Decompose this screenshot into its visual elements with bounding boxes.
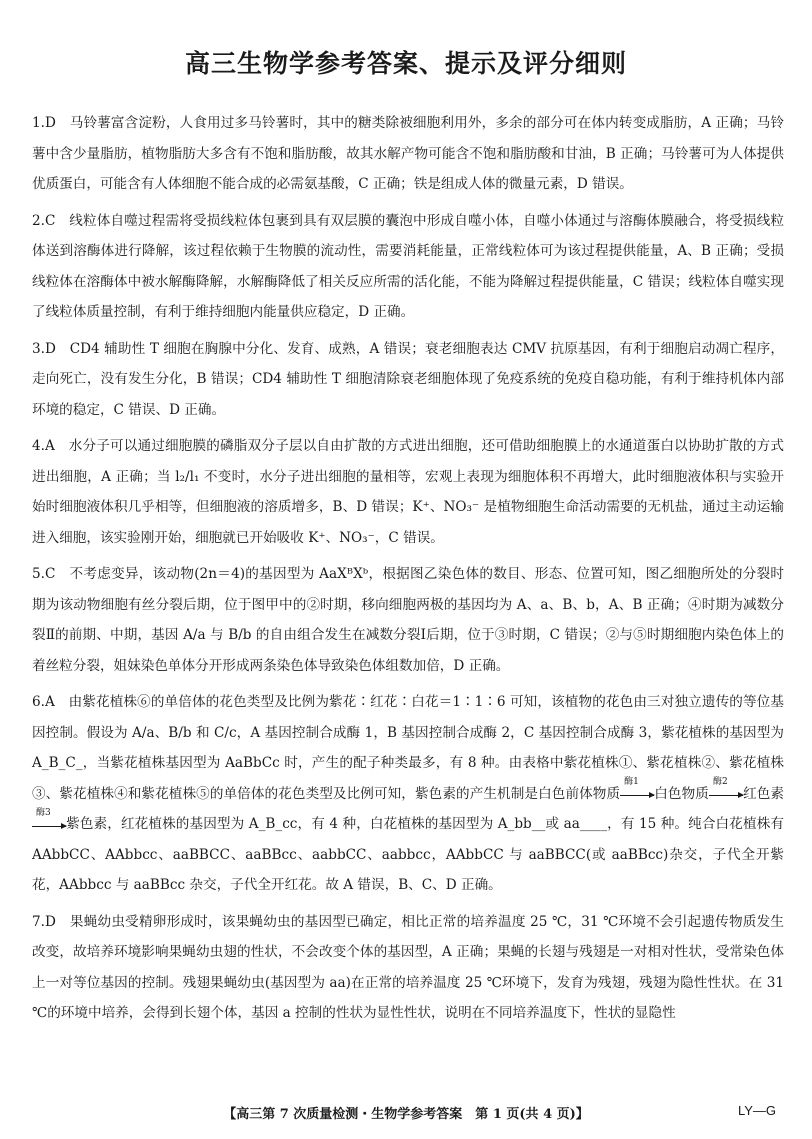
answer-list [32, 108, 784, 1029]
answer-6-text-3: 红色素 [742, 785, 785, 802]
enzyme-3-label: 酶3 [36, 807, 51, 818]
answer-3: 3.D CD4 辅助性 T 细胞在胸腺中分化、发育、成熟，A 错误；衰老细胞表达 CMV 抗原基因，有利于细胞启动凋亡程序，走向死亡，没有发生分化，B 错误；CD4 辅助性 T 细胞清除衰老细胞体现了免疫系统的免疫自稳功能，有利于维持机体内部环境的稳定，C 错误、D 正确。 [32, 340, 784, 418]
arrow-icon [709, 795, 743, 796]
answer-1: 1.D 马铃薯富含淀粉，人食用过多马铃薯时，其中的糖类除被细胞利用外，多余的部分可在体内转变成脂肪，A 正确；马铃薯中含少量脂肪，植物脂肪大多含有不饱和脂肪酸，故其水解产物可能含不饱和脂肪酸和甘油，B 正确；马铃薯可为人体提供优质蛋白，可能含有人体细胞不能合成的必需氨基酸，C 正确；铁是组成人体的微量元素，D 错误。 [32, 115, 784, 192]
footer-page-info: 【高三第 7 次质量检测・生物学参考答案 第 1 页(共 4 页)】 [223, 1107, 589, 1122]
answer-6-text-4: 紫色素，红花植株的基因型为 A_B_cc，有 4 种，白花植株的基因型为 A_bb__或 aa____，有 15 种。纯合白花植株有 AAbbCC、AAbbcc、aaBBCC、aaBBcc、aabbCC、aabbcc，AAbbCC 与 aaBBCC(或 aaBBcc)杂交，子代全开紫花，AAbbcc 与 aaBBcc 杂交，子代全开红花。故 A 错误，B、C、D 正确。 [32, 816, 784, 893]
page-title: 高三生物学参考答案、提示及评分细则 [184, 49, 627, 78]
answer-2: 2.C 线粒体自噬过程需将受损线粒体包裹到具有双层膜的囊泡中形成自噬小体，自噬小体通过与溶酶体膜融合，将受损线粒体送到溶酶体进行降解，该过程依赖于生物膜的流动性，需要消耗能量，正常线粒体可为该过程提供能量，A、B 正确；受损线粒体在溶酶体中被水解酶降解，水解酶降低了相关反应所需的活化能，不能为降解过程提供能量，C 错误；线粒体自噬实现了线粒体质量控制，有利于维持细胞内能量供应稳定，D 正确。 [32, 212, 784, 320]
answer-6-text-1: 6.A 由紫花植株⑥的单倍体的花色类型及比例为紫花∶红花∶白花＝1∶1∶6 可知，该植物的花色由三对独立遗传的等位基因控制。假设为 A/a、B/b 和 C/c，A 基因控制合成酶 1，B 基因控制合成酶 2，C 基因控制合成酶 3，紫花植株的基因型为 A_B_C_，当紫花植株基因型为 AaBbCc 时，产生的配子种类最多，有 8 种。由表格中紫花植株①、紫花植株②、紫花植株③、紫花植株④和紫花植株⑤的单倍体的花色类型及比例可知，紫色素的产生机制是白色前体物质 [32, 694, 784, 802]
enzyme-3-arrow [32, 807, 66, 832]
enzyme-1-arrow [620, 777, 654, 801]
enzyme-1-label: 酶1 [624, 777, 639, 787]
arrow-icon [32, 826, 66, 827]
answer-6 [32, 687, 784, 901]
answer-6-text-2: 白色物质 [654, 785, 709, 802]
footer-code: LY—G [737, 1103, 776, 1118]
enzyme-2-arrow [709, 777, 743, 801]
answer-7: 7.D 果蝇幼虫受精卵形成时，该果蝇幼虫的基因型已确定，相比正常的培养温度 25 ℃，31 ℃环境不会引起遗传物质发生改变，故培养环境影响果蝇幼虫翅的性状，不会改变个体的基因型，A 正确；果蝇的长翅与残翅是一对相对性状，受常染色体上一对等位基因的控制。残翅果蝇幼虫(基因型为 aa)在正常的培养温度 25 ℃环境下，发育为残翅，残翅为隐性性状。在 31 ℃的环境中培养，会得到长翅个体，基因 a 控制的性状为显性性状，说明在不同培养温度下，性状的显隐性 [32, 913, 784, 1021]
arrow-icon [620, 795, 654, 796]
enzyme-2-label: 酶2 [712, 777, 728, 787]
answer-4: 4.A 水分子可以通过细胞膜的磷脂双分子层以自由扩散的方式进出细胞，还可借助细胞膜上的水通道蛋白以协助扩散的方式进出细胞，A 正确；当 l₂/l₁ 不变时，水分子进出细胞的量相等，宏观上表现为细胞体积不再增大，此时细胞液体积与实验开始时细胞液体积几乎相等，但细胞液的溶质增多，B、D 错误；K⁺、NO₃⁻ 是植物细胞生命活动需要的无机盐，通过主动运输进入细胞，该实验刚开始，细胞就已开始吸收 K⁺、NO₃⁻，C 错误。 [32, 438, 784, 546]
answer-5: 5.C 不考虑变异，该动物(2n＝4)的基因型为 AaXᴮXᵇ，根据图乙染色体的数目、形态、位置可知，图乙细胞所处的分裂时期为该动物细胞有丝分裂后期，位于图甲中的②时期，移向细胞两极的基因均为 A、a、B、b，A、B 正确；④时期为减数分裂Ⅱ的前期、中期，基因 A/a 与 B/b 的自由组合发生在减数分裂Ⅰ后期，位于③时期，C 错误；②与⑤时期细胞内染色体上的着丝粒分裂，姐妹染色单体分开形成两条染色体导致染色体组数加倍，D 正确。 [32, 566, 784, 674]
